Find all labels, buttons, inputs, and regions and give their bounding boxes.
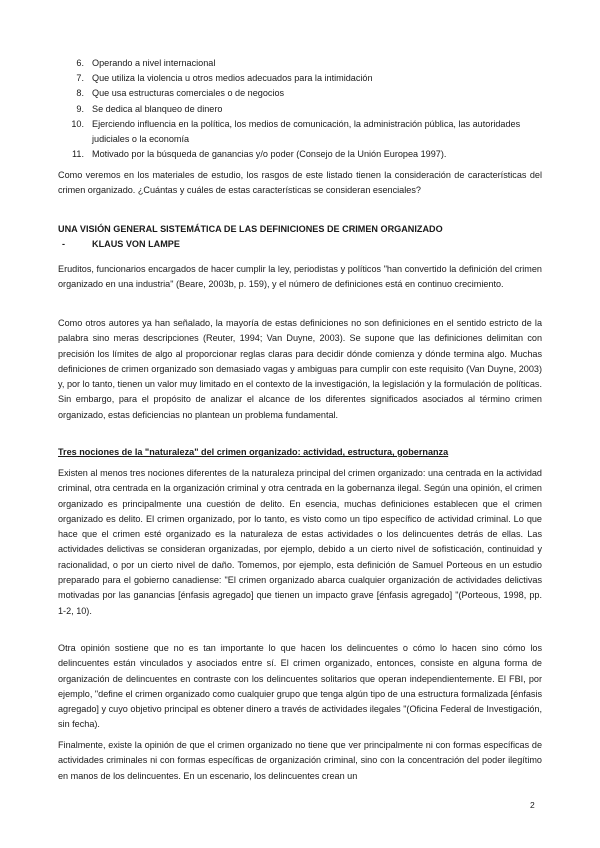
paragraph-definitions-industry: Eruditos, funcionarios encargados de hacer cumplir la ley, periodistas y políticos "han convertido la definición del crimen organizado en una industria" (Beare, 2003b, p. 159), y el número de definiciones está en continuo crecimiento. [58,264,542,290]
author-heading [58,237,180,252]
list-item [58,86,548,101]
list-item-text: Se dedica al blanqueo de dinero [92,103,223,114]
list-item-number: 11. [72,149,84,160]
list-item [58,117,548,147]
list-item-text: Operando a nivel internacional [92,58,216,68]
list-item-number: 6. [76,58,84,68]
section-heading: UNA VISIÓN GENERAL SISTEMÁTICA DE LAS DEFINICIONES DE CRIMEN ORGANIZADO [58,224,443,234]
list-item-text: Motivado por la búsqueda de ganancias y/o poder (Consejo de la Unión Europea 1997). [92,149,447,160]
list-item [58,56,548,71]
list-item-number: 9. [76,103,84,114]
page-number: 2 [530,800,535,810]
list-item-text: Que usa estructuras comerciales o de negocios [92,88,285,99]
paragraph-governance: Finalmente, existe la opinión de que el crimen organizado no tiene que ver principalmente ni con formas específicas de actividades criminales ni con formas específicas de organización criminal, sino con la concentración del poder ilegítimo en manos de los delincuentes. En un escenario, los delincuentes crean un [58,740,542,781]
paragraph-definitions-descriptions: Como otros autores ya han señalado, la mayoría de estas definiciones no son definiciones en el sentido estricto de la palabra sino meras descripciones (Reuter, 1994; Van Duyne, 2003). Se supone que las definiciones delimitan con precisión los límites de algo al proporcionar reglas claras para decidir dónde comienza y dónde termina algo. Muchas definiciones de crimen organizado son demasiado vagas y ambiguas para cumplir con este requisito (Van Duyne, 2003) y, por lo tanto, tienen un valor muy limitado en el contexto de la investigación, la legislación y la formulación de políticas. Sin embargo, para el propósito de analizar el alcance de los diferentes significados asociados al término crimen organizado, estas deficiencias no plantean un problema fundamental. [58,318,542,420]
list-item-number: 8. [76,88,84,99]
section-title: Tres nociones de la "naturaleza" del crimen organizado: actividad, estructura, gobernanza [58,447,449,457]
author-dash: - [62,239,66,249]
intro-paragraph: Como veremos en los materiales de estudio, los rasgos de este listado tienen la consideración de características del crimen organizado. ¿Cuántas y cuáles de estas características se consideran esenciales? [58,170,542,196]
paragraph-organization: Otra opinión sostiene que no es tan importante lo que hacen los delincuentes o cómo lo hacen sino cómo los delincuentes están vinculados y asociados entre sí. El crimen organizado, entonces, consiste en alguna forma de organización de delincuentes en contraste con los delincuentes solitarios que operan independientemente. El FBI, por ejemplo, "define el crimen organizado como cualquier grupo que tenga algún tipo de una estructura formalizada [énfasis agregado] y cuyo objetivo principal es obtener dinero a través de actividades ilegales "(Oficina Federal de Investigación, sin fecha). [58,643,542,730]
list-item [58,71,548,86]
list-item [58,147,548,162]
list-item-text: Que utiliza la violencia u otros medios adecuados para la intimidación [92,73,373,84]
author-name: KLAUS VON LAMPE [92,239,180,249]
characteristics-list [58,56,548,162]
paragraph-three-notions: Existen al menos tres nociones diferentes de la naturaleza principal del crimen organizado: una centrada en la actividad criminal, otra centrada en la organización criminal y otra centrada en la gobernanza ilegal. Según una opinión, el crimen organizado es principalmente una cuestión de delito. En esencia, muchas definiciones establecen que el crimen organizado es delito. El crimen organizado, por lo tanto, es visto como un tipo específico de actividad criminal. Lo que hace que el crimen esté organizado es la naturaleza de estas actividades o los delincuentes detrás de ellas. Las actividades delictivas se consideran organizadas, por ejemplo, debido a un cierto nivel de sofisticación, continuidad y racionalidad, o por un cierto nivel de daño. Tomemos, por ejemplo, esta definición de Samuel Porteous en un estudio preparado para el gobierno canadiense: "El crimen organizado abarca cualquier organización de actividades delictivas motivadas por las ganancias [énfasis agregado] que tienen un impacto grave [énfasis agregado] "(Porteous, 1998, pp. 1-2, 10). [58,468,542,616]
list-item [58,102,548,117]
list-item-number: 7. [76,73,84,84]
list-item-number: 10. [71,118,84,129]
list-item-text: Ejerciendo influencia en la política, los medios de comunicación, la administración pública, las autoridades judiciales o la economía [92,118,521,145]
